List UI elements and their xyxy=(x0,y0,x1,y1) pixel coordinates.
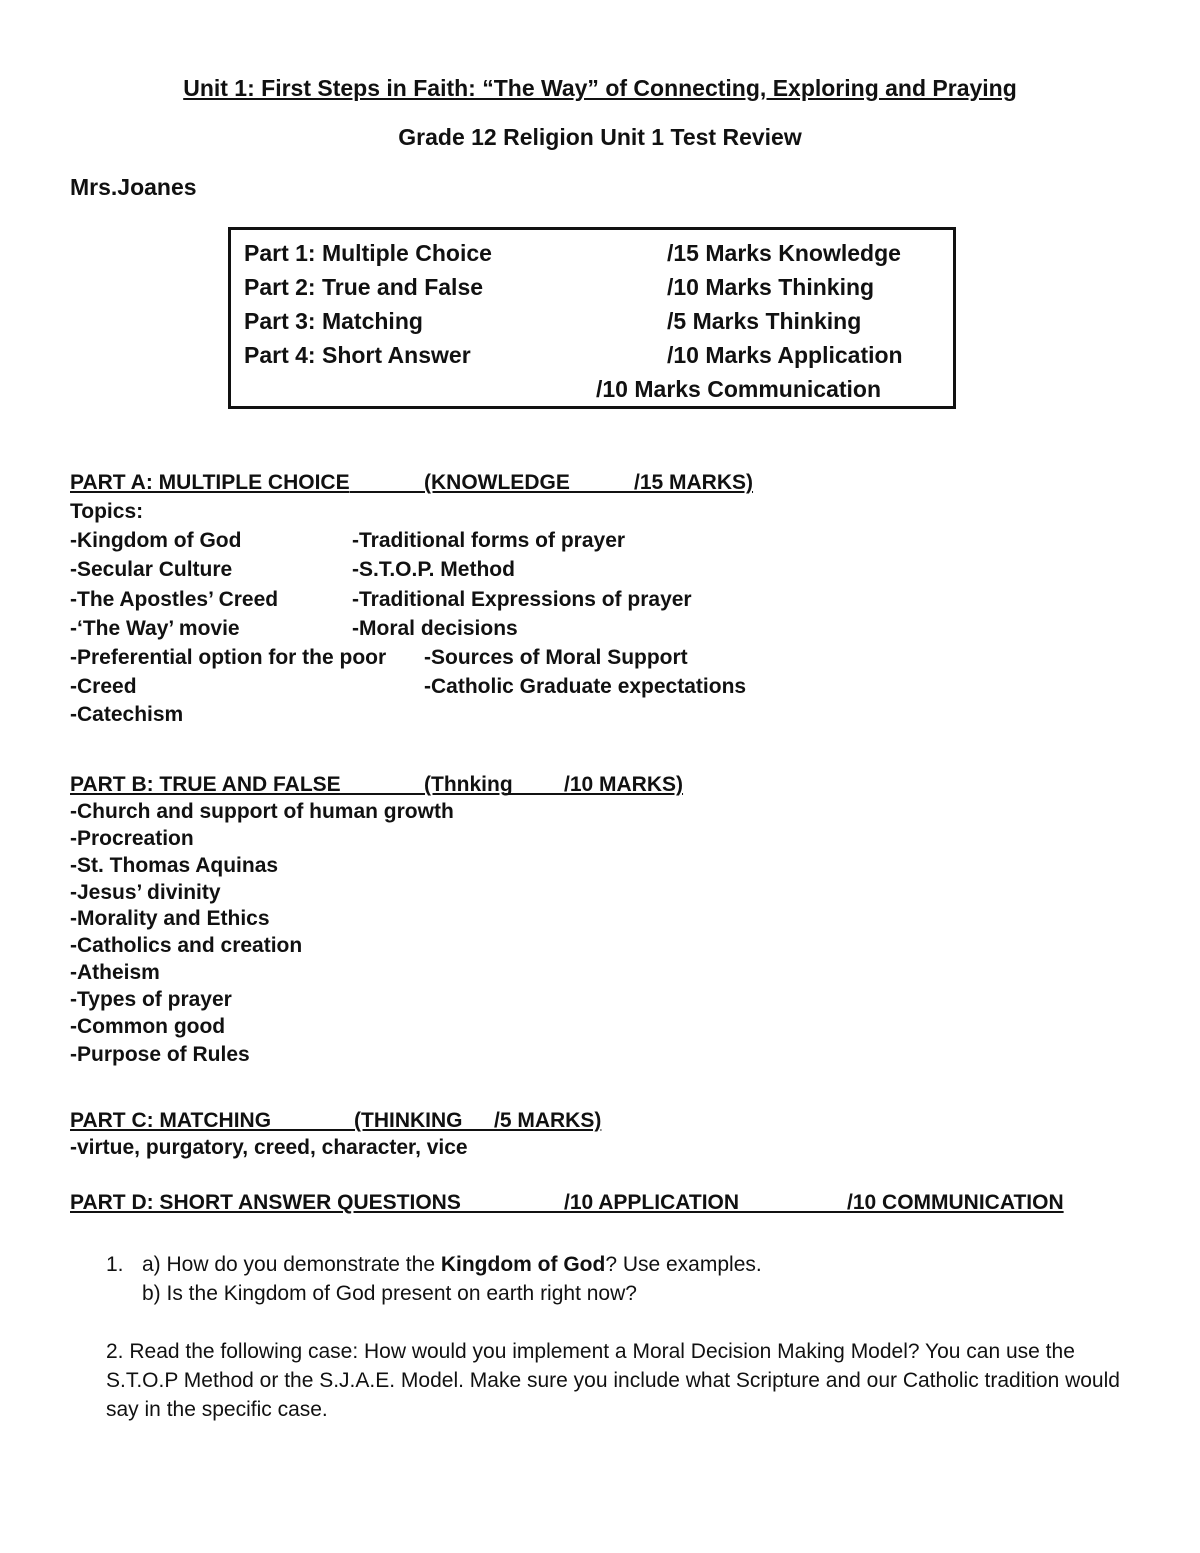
topic-left: -The Apostles’ Creed xyxy=(70,588,279,611)
topic-right: -Sources of Moral Support xyxy=(424,646,688,669)
question-2-line: S.T.O.P Method or the S.J.A.E. Model. Make sure you include what Scripture and our Catholic tradition would xyxy=(106,1369,1120,1392)
part-a-category: (KNOWLEDGE xyxy=(424,471,570,494)
summary-part-2: Part 2: True and False xyxy=(244,274,484,300)
page-subtitle: Grade 12 Religion Unit 1 Test Review xyxy=(398,124,802,150)
summary-part-3: Part 3: Matching xyxy=(244,308,423,334)
part-a-heading: PART A: MULTIPLE CHOICE xyxy=(70,471,350,494)
question-1a: a) How do you demonstrate the Kingdom of God? Use examples. xyxy=(142,1253,762,1276)
teacher-name: Mrs.Joanes xyxy=(70,174,197,200)
part-d-underline-gap-2 xyxy=(727,1191,847,1213)
part-b-marks: /10 MARKS) xyxy=(564,773,684,796)
topic-right: -Traditional forms of prayer xyxy=(352,529,626,552)
question-1-number: 1. xyxy=(106,1253,124,1276)
part-b-item: -St. Thomas Aquinas xyxy=(70,854,279,877)
part-b-underline-gap-1 xyxy=(330,773,424,795)
part-b-item: -Common good xyxy=(70,1015,226,1038)
part-c-terms: -virtue, purgatory, creed, character, vice xyxy=(70,1136,468,1159)
part-c-underline-gap-1 xyxy=(258,1109,354,1131)
topic-left: -Kingdom of God xyxy=(70,529,242,552)
topic-right: -S.T.O.P. Method xyxy=(352,558,515,581)
part-b-item: -Procreation xyxy=(70,827,194,850)
part-c-underline-gap-2 xyxy=(452,1109,494,1131)
part-c-heading: PART C: MATCHING xyxy=(70,1109,272,1132)
part-b-item: -Jesus’ divinity xyxy=(70,881,221,904)
part-b-item: -Morality and Ethics xyxy=(70,907,270,930)
part-c-category: (THINKING xyxy=(354,1109,463,1132)
topic-right: -Traditional Expressions of prayer xyxy=(352,588,692,611)
part-b-category: (Thnking xyxy=(424,773,513,796)
part-b-item: -Church and support of human growth xyxy=(70,800,454,823)
topic-right: -Catholic Graduate expectations xyxy=(424,675,747,698)
question-2-line: say in the specific case. xyxy=(106,1398,328,1421)
summary-marks-2: /10 Marks Thinking xyxy=(667,274,875,300)
part-b-item: -Types of prayer xyxy=(70,988,232,1011)
summary-marks-4: /10 Marks Application xyxy=(667,342,903,368)
part-d-communication-marks: /10 COMMUNICATION xyxy=(847,1191,1064,1214)
summary-part-1: Part 1: Multiple Choice xyxy=(244,240,492,266)
part-b-underline-gap-2 xyxy=(505,773,564,795)
part-b-item: -Purpose of Rules xyxy=(70,1043,250,1066)
topics-label: Topics: xyxy=(70,500,144,523)
part-a-underline-gap-1 xyxy=(350,471,424,493)
part-a-underline-gap-2 xyxy=(567,471,634,493)
part-b-heading: PART B: TRUE AND FALSE xyxy=(70,773,341,796)
page-title: Unit 1: First Steps in Faith: “The Way” of Connecting, Exploring and Praying xyxy=(183,75,1017,101)
summary-marks-1: /15 Marks Knowledge xyxy=(667,240,901,266)
part-c-marks: /5 MARKS) xyxy=(494,1109,602,1132)
part-b-item: -Atheism xyxy=(70,961,160,984)
part-d-application-marks: /10 APPLICATION xyxy=(564,1191,740,1214)
part-d-underline-gap-1 xyxy=(432,1191,564,1213)
topic-left: -Creed xyxy=(70,675,137,698)
topic-left: -‘The Way’ movie xyxy=(70,617,240,640)
topic-right: -Moral decisions xyxy=(352,617,518,640)
question-1b: b) Is the Kingdom of God present on earth right now? xyxy=(142,1282,637,1305)
topic-left: -Catechism xyxy=(70,703,184,726)
part-d-heading: PART D: SHORT ANSWER QUESTIONS xyxy=(70,1191,461,1214)
part-a-marks: /15 MARKS) xyxy=(634,471,754,494)
question-2-line: 2. Read the following case: How would you implement a Moral Decision Making Model? You can use the xyxy=(106,1340,1075,1363)
summary-part-4: Part 4: Short Answer xyxy=(244,342,471,368)
part-b-item: -Catholics and creation xyxy=(70,934,303,957)
topic-left: -Preferential option for the poor xyxy=(70,646,387,669)
summary-marks-3: /5 Marks Thinking xyxy=(667,308,862,334)
topic-left: -Secular Culture xyxy=(70,558,233,581)
summary-marks-communication: /10 Marks Communication xyxy=(596,376,882,402)
